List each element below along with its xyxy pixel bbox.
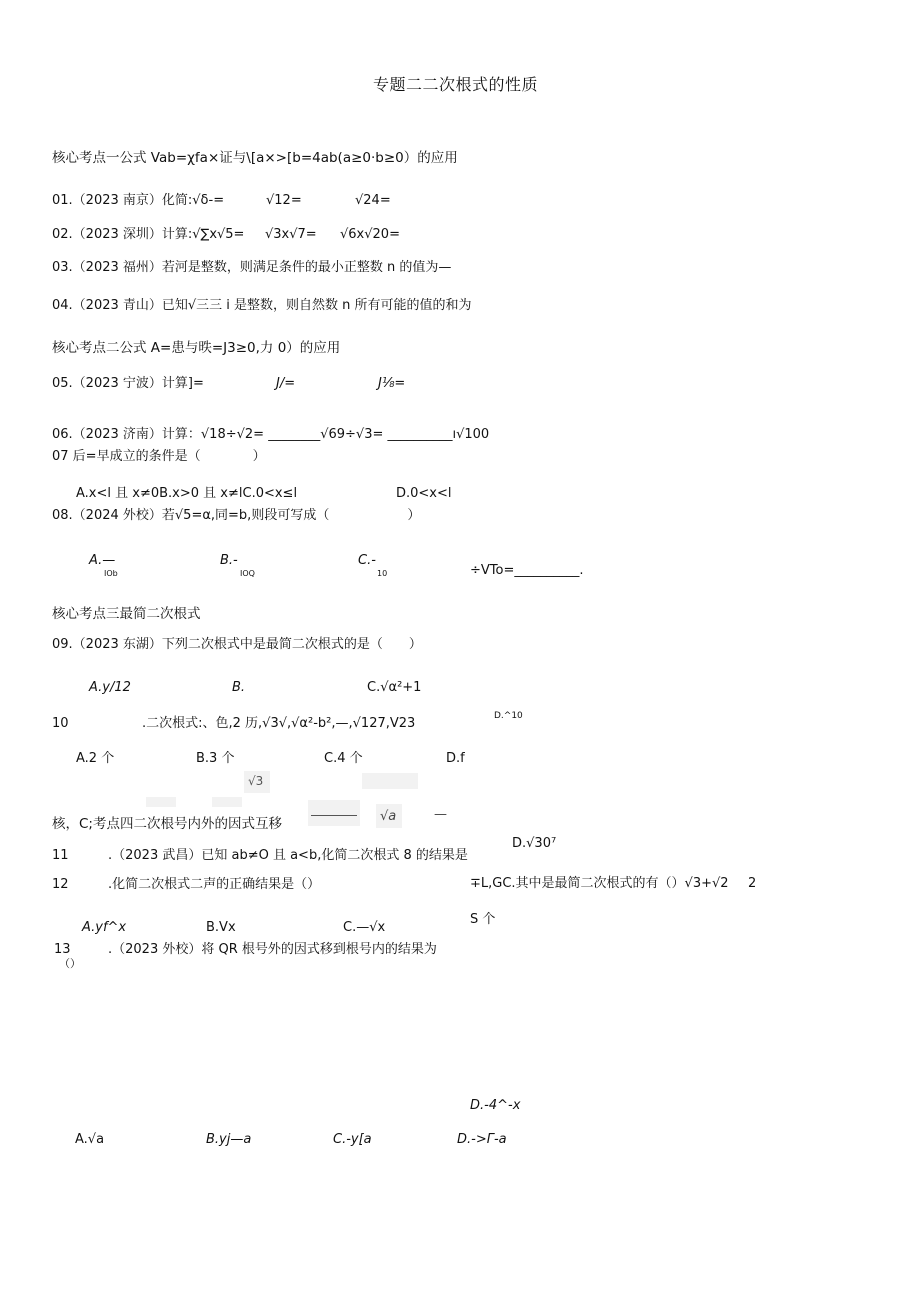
scan-smudge	[308, 800, 360, 826]
question-12-number: 12	[52, 877, 69, 892]
question-10-option-c: C.4 个	[324, 751, 363, 766]
question-08-stem: 08.（2024 外校）若√5=α,同=b,则段可写成（ ）	[52, 508, 421, 523]
question-07-options-abc: A.x<l 且 x≠0B.x>0 且 x≠lC.0<x≤l	[76, 486, 298, 501]
question-01-part-b: √12=	[266, 193, 302, 208]
scan-smudge	[362, 773, 418, 789]
question-08-option-b: B.-	[220, 553, 238, 568]
question-05-part-b: J/=	[276, 376, 296, 391]
question-12-side-number: 2	[748, 876, 757, 891]
question-10-fragment-sqrt-a: √a	[380, 809, 397, 824]
question-10-fragment-sqrt3: √3	[248, 774, 264, 788]
question-10-stem: .二次根式:、色,2 历,√3√,√α²-b²,—,√127,V23	[142, 716, 416, 731]
question-08-option-a: A.—	[89, 553, 116, 568]
question-12-option-c: C.—√x	[343, 920, 386, 935]
question-08-option-c-sub: 10	[377, 569, 388, 578]
question-13-stem: .（2023 外校）将 QR 根号外的因式移到根号内的结果为	[108, 942, 437, 957]
question-12-option-b: B.Vx	[206, 920, 236, 935]
question-10-number: 10	[52, 716, 69, 731]
question-08-option-b-sub: IOQ	[240, 569, 255, 578]
question-08-option-c: C.-	[358, 553, 376, 568]
question-12-option-d: D.-4^-x	[470, 1098, 521, 1113]
question-13-option-c: C.-y[a	[333, 1132, 372, 1147]
question-09-stem: 09.（2023 东湖）下列二次根式中是最简二次根式的是（ ）	[52, 637, 422, 652]
question-13-option-d: D.->Γ-a	[457, 1132, 507, 1147]
question-12-side-text: ∓L,GC.其中是最简二次根式的有（）√3+√2	[470, 876, 729, 891]
question-10-fragment-dash: —	[434, 807, 447, 822]
section-heading-4: 核，C;考点四二次根号内外的因式互移	[52, 816, 282, 832]
question-07-stem: 07 后=早成立的条件是（ ）	[52, 449, 266, 464]
question-04-stem: 04.（2023 青山）已知√三三 i 是整数，则自然数 n 所有可能的值的和为	[52, 298, 472, 313]
question-12-stem: .化简二次根式二声的正确结果是（）	[108, 877, 321, 892]
question-11-stem: .（2023 武昌）已知 ab≠O 且 a<b,化简二次根式 8 的结果是	[108, 848, 468, 863]
question-11-option-d: D.√30⁷	[512, 836, 557, 851]
section-heading-2: 核心考点二公式 A=患与昳=J3≥0,力 0）的应用	[52, 340, 341, 356]
question-10-option-b: B.3 个	[196, 751, 235, 766]
question-02-part-b: √3x√7=	[265, 227, 317, 242]
section-heading-1: 核心考点一公式 Vab=χfa×证与\[a×>[b=4ab(a≥0·b≥0）的应用	[52, 150, 458, 166]
question-13-option-a: A.√a	[75, 1132, 105, 1147]
question-12-side-count: S 个	[470, 912, 496, 927]
question-11-number: 11	[52, 848, 69, 863]
question-02-stem: 02.（2023 深圳）计算:√∑x√5=	[52, 227, 245, 242]
question-03-stem: 03.（2023 福州）若河是整数，则满足条件的最小正整数 n 的值为—	[52, 260, 452, 275]
question-10-option-d: D.f	[446, 751, 465, 766]
question-08-option-a-sub: IOb	[104, 569, 118, 578]
question-09-option-c: C.√α²+1	[367, 680, 422, 695]
question-10-option-a: A.2 个	[76, 751, 115, 766]
question-12-option-a: A.yf^x	[82, 920, 127, 935]
question-07-option-d: D.0<x<l	[396, 486, 452, 501]
question-09-option-b: B.	[232, 680, 246, 695]
question-01-part-c: √24=	[355, 193, 391, 208]
question-13-option-b: B.yj—a	[206, 1132, 252, 1147]
question-08-option-d: ÷VTo=__________.	[470, 563, 584, 578]
question-13-number: 13	[54, 942, 71, 957]
fraction-bar	[311, 815, 357, 816]
scan-smudge	[212, 797, 242, 807]
question-05-stem: 05.（2023 宁波）计算]=	[52, 376, 204, 391]
section-heading-3: 核心考点三最简二次根式	[52, 606, 201, 622]
question-09-option-a: A.y/12	[89, 680, 131, 695]
question-06-stem: 06.（2023 济南）计算：√18÷√2= ________√69÷√3= __________ı√100	[52, 427, 490, 442]
question-05-part-c: J⅛=	[378, 376, 406, 391]
question-02-part-c: √6x√20=	[340, 227, 400, 242]
question-01-stem: 01.（2023 南京）化简:√δ-=	[52, 193, 225, 208]
page-title: 专题二二次根式的性质	[373, 75, 539, 94]
question-09-option-d: D.^10	[494, 711, 523, 721]
question-13-paren: （）	[59, 957, 81, 970]
scan-smudge	[146, 797, 176, 807]
